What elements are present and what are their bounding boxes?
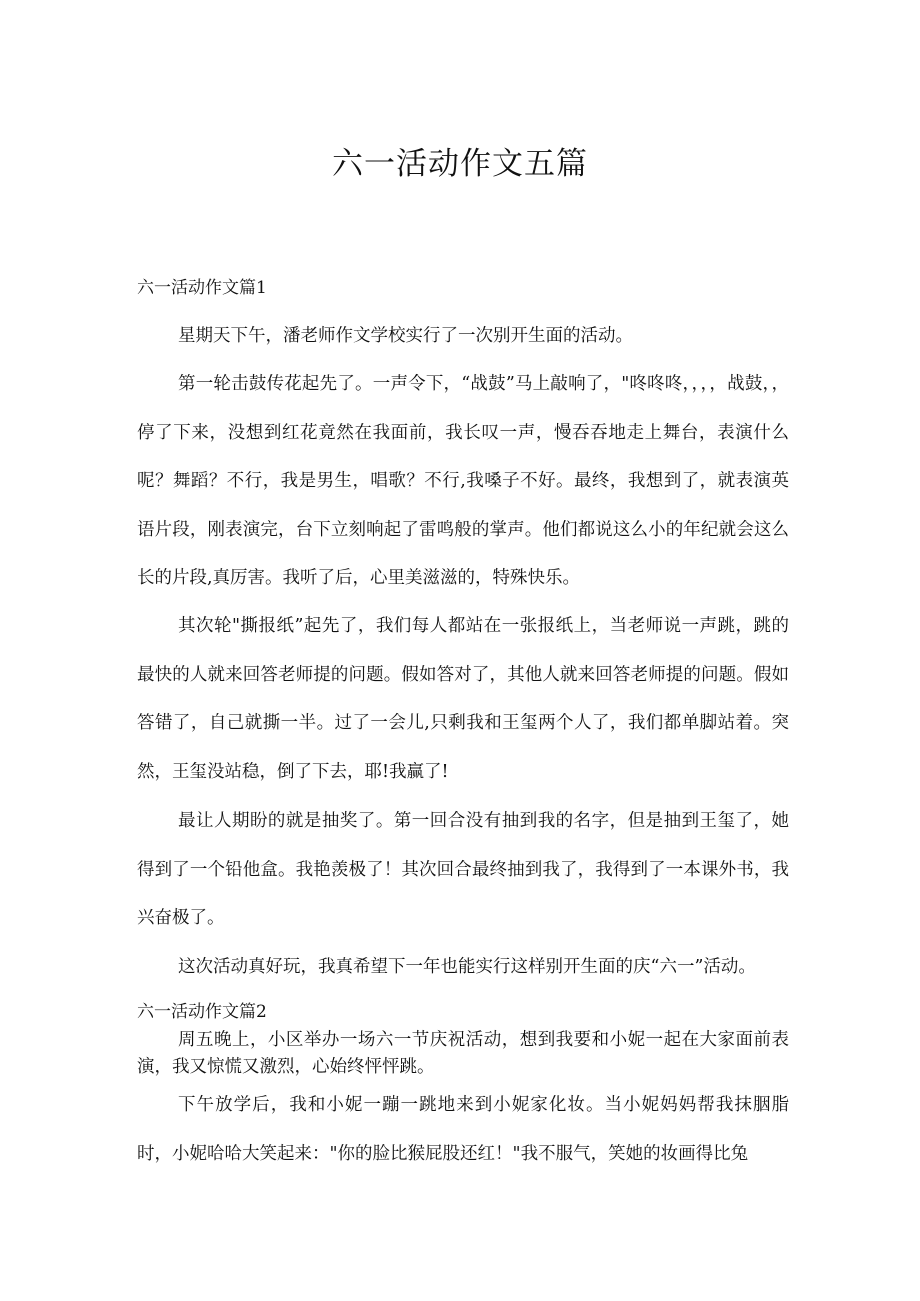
document-title: 六一活动作文五篇 <box>332 146 588 182</box>
paragraph: 第一轮击鼓传花起先了。一声令下，“战鼓”马上敲响了，"咚咚咚，，，，战鼓，，停了下来，没想到红花竟然在我面前，我长叹一声，慢吞吞地走上舞台，表演什么呢？舞蹈？不行，我是男生，唱歌？不行,我嗓子不好。最终，我想到了，就表演英语片段，刚表演完，台下立刻响起了雷鸣般的掌声。他们都说这么小的年纪就会这么长的片段,真厉害。我听了后，心里美滋滋的，特殊快乐。 <box>137 374 789 588</box>
paragraph: 其次轮"撕报纸”起先了，我们每人都站在一张报纸上，当老师说一声跳，跳的最快的人就来回答老师提的问题。假如答对了，其他人就来回答老师提的问题。假如答错了，自己就撕一半。过了一会儿,只剩我和王玺两个人了，我们都单脚站着。突然，王玺没站稳，倒了下去，耶!我赢了! <box>137 616 789 782</box>
paragraph: 星期天下午，潘老师作文学校实行了一次别开生面的活动。 <box>178 326 633 346</box>
section-heading-2: 六一活动作文篇2 <box>137 1002 267 1022</box>
paragraph: 这次活动真好玩，我真希望下一年也能实行这样别开生面的庆“六一”活动。 <box>178 957 756 977</box>
section-heading-1: 六一活动作文篇1 <box>137 278 267 298</box>
paragraph: 周五晚上，小区举办一场六一节庆祝活动，想到我要和小妮一起在大家面前表演，我又惊慌又激烈，心始终怦怦跳。 <box>137 1030 789 1077</box>
paragraph: 最让人期盼的就是抽奖了。第一回合没有抽到我的名字，但是抽到王玺了，她得到了一个铅他盒。我艳羡极了！其次回合最终抽到我了，我得到了一本课外书，我兴奋极了。 <box>137 811 789 928</box>
paragraph: 下午放学后，我和小妮一蹦一跳地来到小妮家化妆。当小妮妈妈帮我抹胭脂时，小妮哈哈大笑起来："你的脸比猴屁股还红！"我不服气，笑她的妆画得比兔 <box>137 1095 789 1164</box>
